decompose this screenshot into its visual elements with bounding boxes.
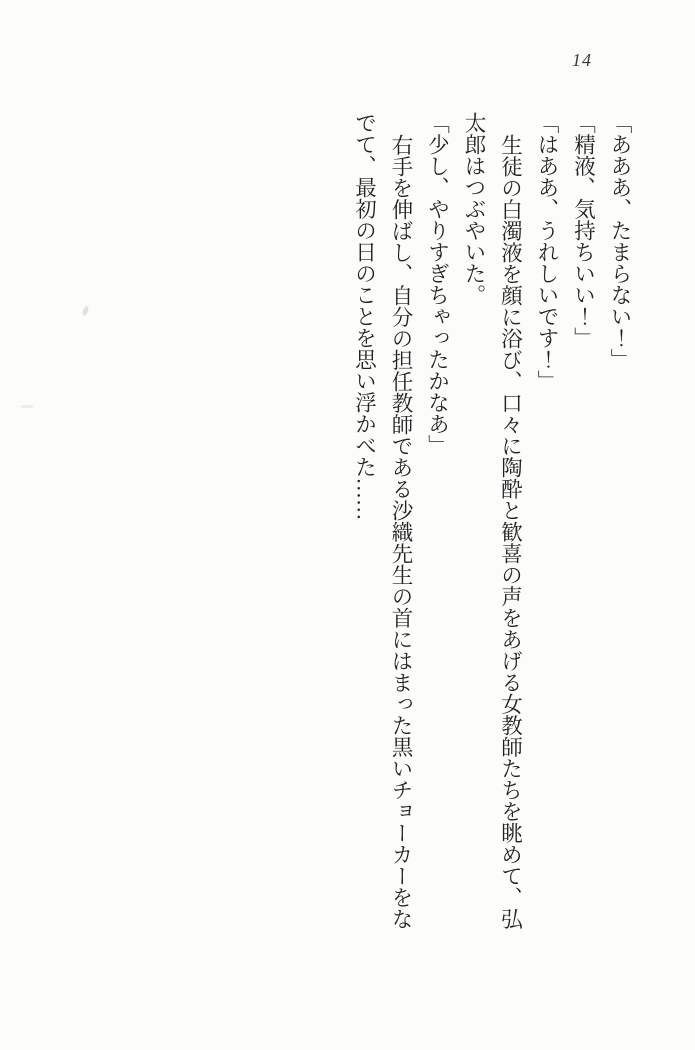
narration-paragraph-1: 生徒の白濁液を顔に浴び、口々に陶酔と歓喜の声をあげる女教師たちを眺めて、弘太郎はつぶやいた。	[462, 112, 523, 929]
scan-artifact	[20, 405, 34, 408]
narration-paragraph-2: 右手を伸ばし、自分の担任教師である沙織先生の首にはまった黒いチョーカーをなでて、最初の日のことを思い浮かべた……	[352, 112, 413, 929]
dialogue-line-2: 「精液、気持ちいい！」	[571, 112, 596, 349]
dialogue-line-4: 「少し、やりすぎちゃったかなあ」	[425, 112, 450, 456]
dialogue-line-1: 「あああ、たまらない！」	[608, 112, 632, 370]
scan-artifact	[81, 305, 89, 316]
text-block	[346, 112, 638, 936]
dialogue-line-3: 「はああ、うれしいです！」	[535, 112, 559, 392]
page-number: 14	[572, 50, 592, 70]
